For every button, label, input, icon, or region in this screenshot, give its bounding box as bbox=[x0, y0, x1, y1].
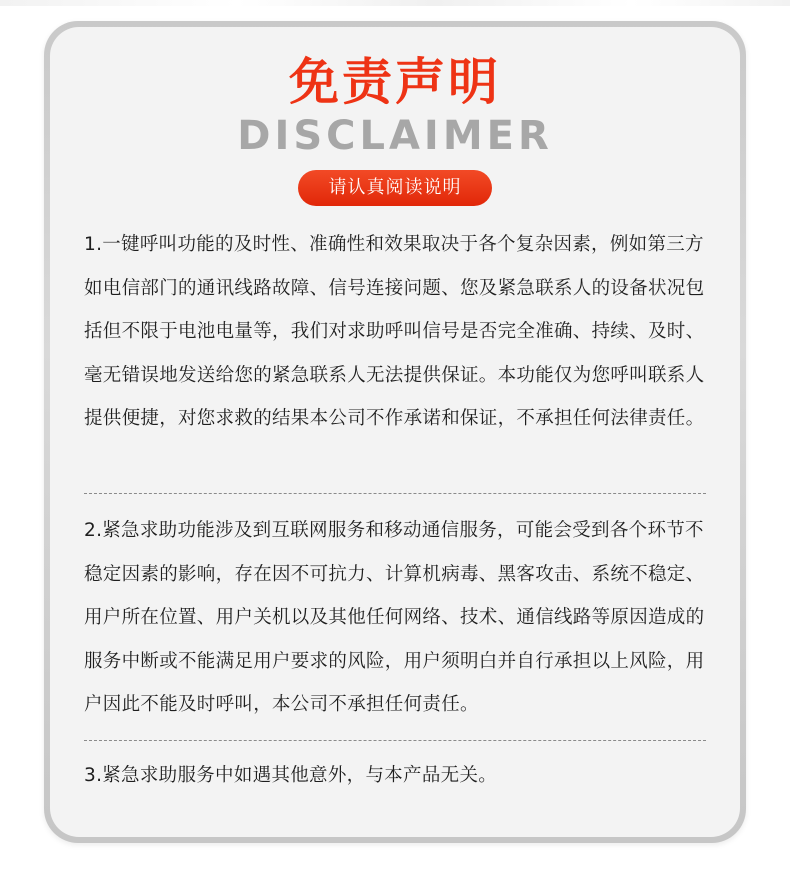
disclaimer-clause-3: 3.紧急求助服务中如遇其他意外，与本产品无关。 bbox=[84, 765, 498, 786]
section-divider bbox=[84, 493, 706, 494]
page-subtitle: DISCLAIMER bbox=[237, 113, 553, 159]
disclaimer-clause-1: 1.一键呼叫功能的及时性、准确性和效果取决于各个复杂因素，例如第三方如电信部门的通讯线路故障、信号连接问题、您及紧急联系人的设备状况包括但不限于电池电量等，我们对求助呼叫信号是否完全准确、持续、及时、毫无错误地发送给您的紧急联系人无法提供保证。本功能仅为您呼叫联系人提供便捷，对您求救的结果本公司不作承诺和保证，不承担任何法律责任。 bbox=[84, 234, 705, 429]
section-divider bbox=[84, 740, 706, 741]
disclaimer-clause-2: 2.紧急求助功能涉及到互联网服务和移动通信服务，可能会受到各个环节不稳定因素的影响，存在因不可抗力、计算机病毒、黑客攻击、系统不稳定、用户所在位置、用户关机以及其他任何网络、技术、通信线路等原因造成的服务中断或不能满足用户要求的风险，用户须明白并自行承担以上风险，用户因此不能及时呼叫，本公司不承担任何责任。 bbox=[84, 520, 705, 715]
read-carefully-badge: 请认真阅读说明 bbox=[298, 170, 492, 206]
page-title: 免责声明 bbox=[289, 53, 501, 111]
top-decoration bbox=[0, 0, 790, 6]
